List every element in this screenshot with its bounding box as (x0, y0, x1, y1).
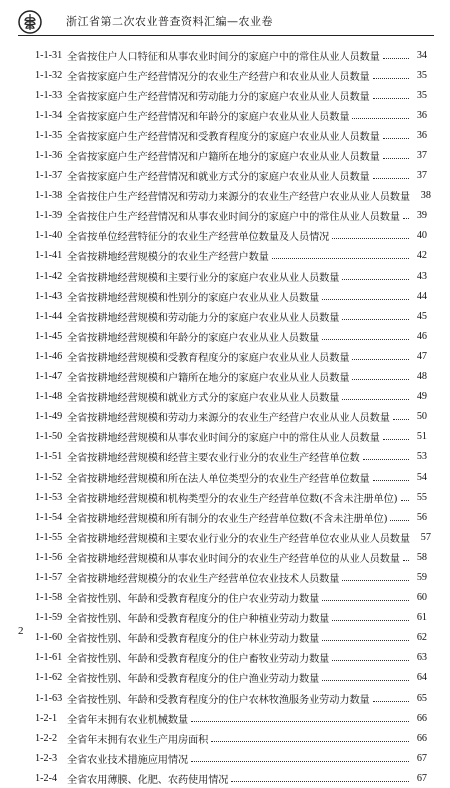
toc-entry-page: 49 (416, 391, 427, 403)
dot-leader (363, 459, 409, 460)
toc-entry-number: 1-2-2 (35, 732, 58, 744)
toc-entry-number: 1-1-45 (35, 330, 63, 342)
dot-leader (191, 761, 409, 762)
toc-entry[interactable] (35, 45, 427, 65)
toc-entry-number: 1-1-39 (35, 210, 63, 222)
toc-entry-number: 1-1-33 (35, 89, 63, 101)
toc-entry-title: 全省按耕地经营规模和所有制分的农业生产经营单位数(不含未注册单位) (67, 513, 388, 525)
toc-entry[interactable] (35, 447, 427, 467)
dot-leader (191, 721, 409, 722)
toc-entry-page: 37 (416, 150, 427, 162)
dot-leader (332, 238, 409, 239)
toc-entry-number: 1-1-58 (35, 592, 63, 604)
toc-entry-number: 1-1-46 (35, 350, 63, 362)
toc-entry-title: 全省年末拥有农业机械数量 (67, 714, 189, 726)
dot-leader (322, 339, 409, 340)
toc-entry-number: 1-1-61 (35, 652, 63, 664)
toc-entry-title: 全省按家庭户生产经营情况和年龄分的家庭户农业从业人员数量 (67, 111, 350, 123)
toc-entry-page: 37 (416, 170, 427, 182)
toc-entry-title: 全省按家庭户生产经营情况和受教育程度分的家庭户农业从业人员数量 (67, 131, 380, 143)
toc-entry-number: 1-1-34 (35, 109, 63, 121)
toc-entry[interactable] (35, 387, 427, 407)
dot-leader (373, 98, 409, 99)
toc-entry[interactable] (35, 467, 427, 487)
toc-entry-title: 全省按耕地经营规模和性别分的家庭户农业从业人员数量 (67, 292, 320, 304)
dot-leader (373, 178, 409, 179)
toc-entry-page: 67 (416, 772, 427, 784)
toc-entry-page: 44 (416, 290, 427, 302)
toc-entry[interactable] (35, 567, 427, 587)
toc-entry[interactable] (35, 166, 427, 186)
toc-entry-title: 全省按耕地经营规模和受教育程度分的家庭户农业从业人员数量 (67, 352, 350, 364)
toc-entry-page: 56 (416, 511, 427, 523)
toc-entry[interactable] (35, 708, 427, 728)
toc-entry-title: 全省按性别、年龄和受教育程度分的住户农林牧渔服务业劳动力数量 (67, 694, 370, 706)
dot-leader (352, 359, 409, 360)
dot-leader (342, 279, 409, 280)
toc-entry-title: 全省按家庭户生产经营情况分的农业生产经营户和农业从业人员数量 (67, 71, 370, 83)
toc-entry-title: 全省按耕地经营规模分的农业生产经营单位农业技术人员数量 (67, 573, 340, 585)
dot-leader (373, 701, 409, 702)
toc-entry-page: 42 (416, 250, 427, 262)
toc-entry-page: 66 (416, 712, 427, 724)
toc-entry-number: 1-1-42 (35, 270, 63, 282)
toc-entry-title: 全省按耕地经营规模和从事农业时间分的家庭户中的常住从业人员数量 (67, 433, 380, 445)
toc-entry[interactable] (35, 125, 427, 145)
toc-entry-page: 48 (416, 371, 427, 383)
dot-leader (401, 500, 409, 501)
dot-leader (272, 258, 409, 259)
toc-entry[interactable] (35, 748, 427, 768)
dot-leader (332, 660, 409, 661)
toc-entry-title: 全省按性别、年龄和受教育程度分的住户畜牧业劳动力数量 (67, 654, 330, 666)
page-number: 2 (18, 625, 24, 637)
toc-entry-title: 全省按耕地经营规模和主要农业行业分的农业生产经营单位农业从业人员数量 (67, 533, 410, 545)
toc-entry-page: 45 (416, 310, 427, 322)
dot-leader (322, 299, 409, 300)
dot-leader (383, 138, 409, 139)
header-divider (18, 35, 434, 36)
toc-entry[interactable] (35, 768, 427, 788)
dot-leader (322, 640, 409, 641)
toc-entry-page: 50 (416, 411, 427, 423)
toc-entry-page: 64 (416, 672, 427, 684)
toc-entry[interactable] (35, 65, 427, 85)
toc-entry[interactable] (35, 326, 427, 346)
toc-entry-title: 全省按耕地经营规模和年龄分的家庭户农业从业人员数量 (67, 332, 320, 344)
toc-entry-title: 全省农用薄膜、化肥、农药使用情况 (67, 774, 229, 786)
toc-entry-number: 1-1-36 (35, 150, 63, 162)
toc-entry-page: 51 (416, 431, 427, 443)
toc-entry[interactable] (35, 266, 427, 286)
toc-entry-page: 65 (416, 692, 427, 704)
toc-entry-number: 1-1-56 (35, 551, 63, 563)
toc-entry-number: 1-1-43 (35, 290, 63, 302)
dot-leader (373, 480, 409, 481)
toc-entry-page: 58 (416, 551, 427, 563)
toc-entry-page: 53 (416, 451, 427, 463)
toc-entry-title: 全省按住户人口特征和从事农业时间分的家庭户中的常住从业人员数量 (67, 51, 380, 63)
toc-entry-number: 1-1-52 (35, 471, 63, 483)
toc-entry-page: 59 (416, 571, 427, 583)
toc-entry-number: 1-1-55 (35, 531, 63, 543)
dot-leader (342, 319, 409, 320)
dot-leader (403, 560, 409, 561)
toc-entry-page: 62 (416, 632, 427, 644)
dot-leader (383, 158, 409, 159)
header-title: 浙江省第二次农业普查资料汇编—农业卷 (66, 15, 273, 28)
toc-entry[interactable] (35, 628, 427, 648)
toc-entry-number: 1-1-48 (35, 391, 63, 403)
dot-leader (322, 680, 409, 681)
toc-entry[interactable] (35, 367, 427, 387)
toc-entry[interactable] (35, 186, 431, 206)
toc-entry-title: 全省农业技术措施应用情况 (67, 754, 189, 766)
toc-entry[interactable] (35, 507, 427, 527)
toc-entry-title: 全省按住户生产经营情况和从事农业时间分的家庭户中的常住从业人员数量 (67, 212, 400, 224)
toc-entry-number: 1-1-31 (35, 49, 63, 61)
toc-entry[interactable] (35, 547, 427, 567)
dot-leader (403, 218, 409, 219)
toc-entry-title: 全省按家庭户生产经营情况和劳动能力分的家庭户农业从业人员数量 (67, 91, 370, 103)
toc-entry-page: 34 (416, 49, 427, 61)
dot-leader (383, 58, 409, 59)
dot-leader (342, 580, 409, 581)
toc-entry-number: 1-1-49 (35, 411, 63, 423)
toc-entry-title: 全省按耕地经营规模和劳动力来源分的农业生产经营户农业从业人员数量 (67, 413, 390, 425)
toc-entry[interactable] (35, 688, 427, 708)
dot-leader (332, 620, 409, 621)
toc-entry-number: 1-1-47 (35, 371, 63, 383)
dot-leader (211, 741, 409, 742)
toc-entry[interactable] (35, 728, 427, 748)
toc-entry[interactable] (35, 85, 427, 105)
page-header (18, 8, 434, 38)
toc-entry[interactable] (35, 286, 427, 306)
toc-entry[interactable] (35, 145, 427, 165)
toc-entry-number: 1-1-38 (35, 190, 63, 202)
toc-entry-page: 55 (416, 491, 427, 503)
toc-entry-title: 全省按家庭户生产经营情况和户籍所在地分的家庭户农业从业人员数量 (67, 152, 380, 164)
toc-entry-number: 1-1-40 (35, 230, 63, 242)
toc-entry-page: 60 (416, 592, 427, 604)
toc-entry-title: 全省按住户生产经营情况和劳动力来源分的农业生产经营户农业从业人员数量 (67, 192, 410, 204)
toc-entry-title: 全省按单位经营特征分的农业生产经营单位数量及人员情况 (67, 232, 330, 244)
toc-entry-page: 39 (416, 210, 427, 222)
toc-entry-page: 47 (416, 350, 427, 362)
toc-entry[interactable] (35, 246, 427, 266)
toc-entry-number: 1-1-53 (35, 491, 63, 503)
dot-leader (322, 600, 409, 601)
toc-entry-number: 1-2-4 (35, 772, 58, 784)
census-logo-icon (18, 10, 42, 34)
table-of-contents (35, 45, 431, 788)
toc-entry-page: 35 (416, 69, 427, 81)
toc-entry-title: 全省按耕地经营规模和经营主要农业行业分的农业生产经营单位数 (67, 453, 360, 465)
dot-leader (231, 781, 409, 782)
toc-entry[interactable] (35, 346, 427, 366)
toc-entry-title: 全省按耕地经营规模和从事农业时间分的农业生产经营单位的从业人员数量 (67, 553, 400, 565)
toc-entry-title: 全省按耕地经营规模分的农业生产经营户数量 (67, 252, 269, 264)
toc-entry[interactable] (35, 206, 427, 226)
dot-leader (373, 78, 409, 79)
toc-entry-page: 36 (416, 129, 427, 141)
toc-entry-number: 1-1-50 (35, 431, 63, 443)
dot-leader (352, 379, 409, 380)
toc-entry-number: 1-1-37 (35, 170, 63, 182)
toc-entry-number: 1-2-1 (35, 712, 58, 724)
toc-entry-title: 全省按耕地经营规模和所在法人单位类型分的农业生产经营单位数量 (67, 473, 370, 485)
toc-entry-number: 1-1-35 (35, 129, 63, 141)
toc-entry[interactable] (35, 226, 427, 246)
toc-entry[interactable] (35, 648, 427, 668)
toc-entry-number: 1-1-44 (35, 310, 63, 322)
toc-entry-title: 全省按性别、年龄和受教育程度分的住户农业劳动力数量 (67, 594, 320, 606)
toc-entry-number: 1-1-63 (35, 692, 63, 704)
toc-entry[interactable] (35, 487, 427, 507)
toc-entry-page: 54 (416, 471, 427, 483)
toc-entry-title: 全省按耕地经营规模和机构类型分的农业生产经营单位数(不含未注册单位) (67, 493, 398, 505)
toc-entry-title: 全省按耕地经营规模和户籍所在地分的家庭户农业从业人员数量 (67, 373, 350, 385)
toc-entry-page: 40 (416, 230, 427, 242)
toc-entry-number: 1-1-60 (35, 632, 63, 644)
toc-entry-page: 46 (416, 330, 427, 342)
dot-leader (342, 399, 409, 400)
toc-entry-title: 全省按性别、年龄和受教育程度分的住户渔业劳动力数量 (67, 674, 320, 686)
toc-entry-number: 1-1-51 (35, 451, 63, 463)
dot-leader (383, 439, 409, 440)
toc-entry[interactable] (35, 588, 427, 608)
toc-entry-page: 36 (416, 109, 427, 121)
dot-leader (390, 520, 409, 521)
toc-entry[interactable] (35, 407, 427, 427)
toc-entry-title: 全省按耕地经营规模和主要行业分的家庭户农业从业人员数量 (67, 272, 340, 284)
toc-entry-page: 57 (420, 531, 431, 543)
toc-entry-number: 1-1-62 (35, 672, 63, 684)
toc-entry-number: 1-1-54 (35, 511, 63, 523)
toc-entry-number: 1-1-57 (35, 571, 63, 583)
toc-entry-page: 61 (416, 612, 427, 624)
dot-leader (393, 419, 409, 420)
toc-entry[interactable] (35, 105, 427, 125)
toc-entry[interactable] (35, 527, 431, 547)
toc-entry-title: 全省按耕地经营规模和劳动能力分的家庭户农业从业人员数量 (67, 312, 340, 324)
toc-entry-title: 全省按性别、年龄和受教育程度分的住户林业劳动力数量 (67, 634, 320, 646)
toc-entry-page: 67 (416, 752, 427, 764)
toc-entry-page: 63 (416, 652, 427, 664)
toc-entry[interactable] (35, 608, 427, 628)
dot-leader (352, 118, 409, 119)
toc-entry-page: 43 (416, 270, 427, 282)
toc-entry-page: 38 (420, 190, 431, 202)
toc-entry-title: 全省按家庭户生产经营情况和就业方式分的家庭户农业从业人员数量 (67, 172, 370, 184)
toc-entry-number: 1-1-41 (35, 250, 63, 262)
toc-entry[interactable] (35, 668, 427, 688)
toc-entry-title: 全省年末拥有农业生产用房面积 (67, 734, 209, 746)
toc-entry-page: 35 (416, 89, 427, 101)
toc-entry-number: 1-1-32 (35, 69, 63, 81)
toc-entry[interactable] (35, 306, 427, 326)
toc-entry-title: 全省按耕地经营规模和就业方式分的家庭户农业从业人员数量 (67, 393, 340, 405)
toc-entry-title: 全省按性别、年龄和受教育程度分的住户种植业劳动力数量 (67, 614, 330, 626)
toc-entry-page: 66 (416, 732, 427, 744)
toc-entry[interactable] (35, 427, 427, 447)
toc-entry-number: 1-1-59 (35, 612, 63, 624)
toc-entry-number: 1-2-3 (35, 752, 58, 764)
